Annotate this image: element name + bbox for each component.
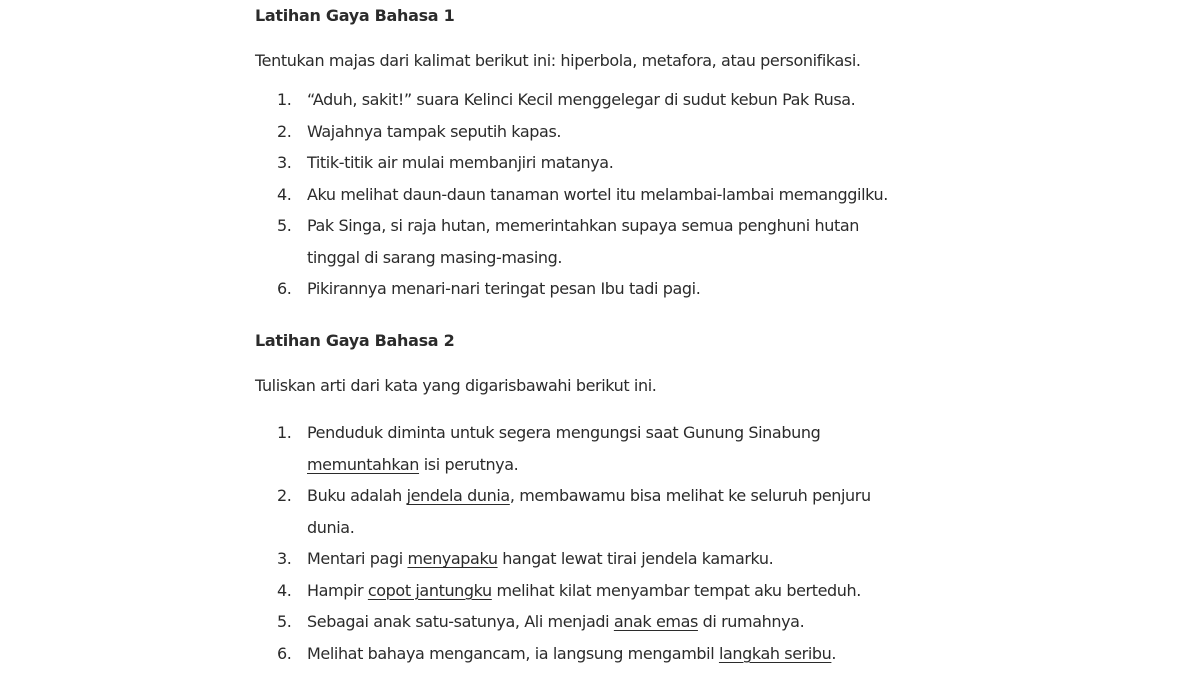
item-text: Sebagai anak satu-satunya, Ali menjadi bbox=[307, 612, 614, 631]
item-text: Mentari pagi bbox=[307, 549, 408, 568]
item-text: Pak Singa, si raja hutan, memerintahkan supaya semua penghuni hutan bbox=[307, 216, 860, 235]
underlined-term: memuntahkan bbox=[307, 454, 420, 474]
item-text: Buku adalah bbox=[307, 486, 407, 505]
list-item bbox=[277, 575, 871, 607]
list-item bbox=[277, 543, 871, 575]
list-item bbox=[277, 417, 871, 480]
item-number: 3. bbox=[277, 549, 292, 568]
underlined-term: langkah seribu bbox=[718, 643, 832, 663]
item-text: Aku melihat daun-daun tanaman wortel itu melambai-lambai memanggilku. bbox=[307, 184, 888, 204]
list-item bbox=[277, 147, 888, 179]
list-item bbox=[277, 84, 888, 116]
item-text-after: . bbox=[831, 643, 837, 663]
list-item bbox=[277, 116, 888, 148]
item-text-after: isi perutnya. bbox=[419, 454, 519, 474]
item-text: Hampir bbox=[307, 580, 368, 600]
list-item bbox=[277, 638, 871, 670]
item-number: 2. bbox=[277, 121, 292, 141]
section2-instruction: Tuliskan arti dari kata yang digarisbawahi berikut ini. bbox=[255, 376, 657, 395]
item-number: 6. bbox=[277, 279, 292, 298]
item-text: Titik-titik air mulai membanjiri matanya. bbox=[307, 153, 614, 172]
item-text: Pikirannya menari-nari teringat pesan Ibu tadi pagi. bbox=[307, 279, 701, 298]
item-number: 5. bbox=[277, 612, 292, 631]
section1-list bbox=[277, 84, 888, 305]
item-text-after: melihat kilat menyambar tempat aku berteduh. bbox=[491, 580, 861, 600]
item-text-after: hangat lewat tirai jendela kamarku. bbox=[497, 549, 774, 568]
section1-heading: Latihan Gaya Bahasa 1 bbox=[255, 6, 455, 25]
item-number: 3. bbox=[277, 153, 292, 172]
item-text-after: di rumahnya. bbox=[697, 612, 805, 631]
list-item bbox=[277, 273, 888, 305]
section2-heading: Latihan Gaya Bahasa 2 bbox=[255, 331, 455, 350]
item-text: Wajahnya tampak seputih kapas. bbox=[307, 121, 562, 141]
underlined-term: copot jantungku bbox=[367, 580, 492, 600]
item-number: 6. bbox=[277, 643, 292, 663]
section2-list bbox=[277, 417, 871, 669]
section1-instruction: Tentukan majas dari kalimat berikut ini: hiperbola, metafora, atau personifikasi. bbox=[255, 51, 861, 70]
item-number: 1. bbox=[277, 90, 292, 109]
item-number: 5. bbox=[277, 216, 292, 235]
item-number: 2. bbox=[277, 486, 292, 505]
underlined-term: jendela dunia bbox=[406, 486, 510, 505]
list-item bbox=[277, 179, 888, 211]
underlined-term: menyapaku bbox=[407, 549, 498, 568]
item-text: “Aduh, sakit!” suara Kelinci Kecil menggelegar di sudut kebun Pak Rusa. bbox=[307, 90, 856, 109]
item-text-after: , membawamu bisa melihat ke seluruh penjuru bbox=[509, 486, 871, 505]
item-text: Penduduk diminta untuk segera mengungsi saat Gunung Sinabung bbox=[307, 423, 821, 442]
item-text-continued: tinggal di sarang masing-masing. bbox=[307, 247, 563, 267]
list-item bbox=[277, 606, 871, 638]
list-item bbox=[277, 480, 871, 543]
item-text: Melihat bahaya mengancam, ia langsung mengambil bbox=[307, 643, 719, 663]
item-number: 4. bbox=[277, 580, 292, 600]
underlined-term: anak emas bbox=[613, 612, 698, 631]
item-number: 4. bbox=[277, 184, 292, 204]
item-number: 1. bbox=[277, 423, 292, 442]
list-item bbox=[277, 210, 888, 273]
item-text-continued: dunia. bbox=[307, 517, 355, 537]
